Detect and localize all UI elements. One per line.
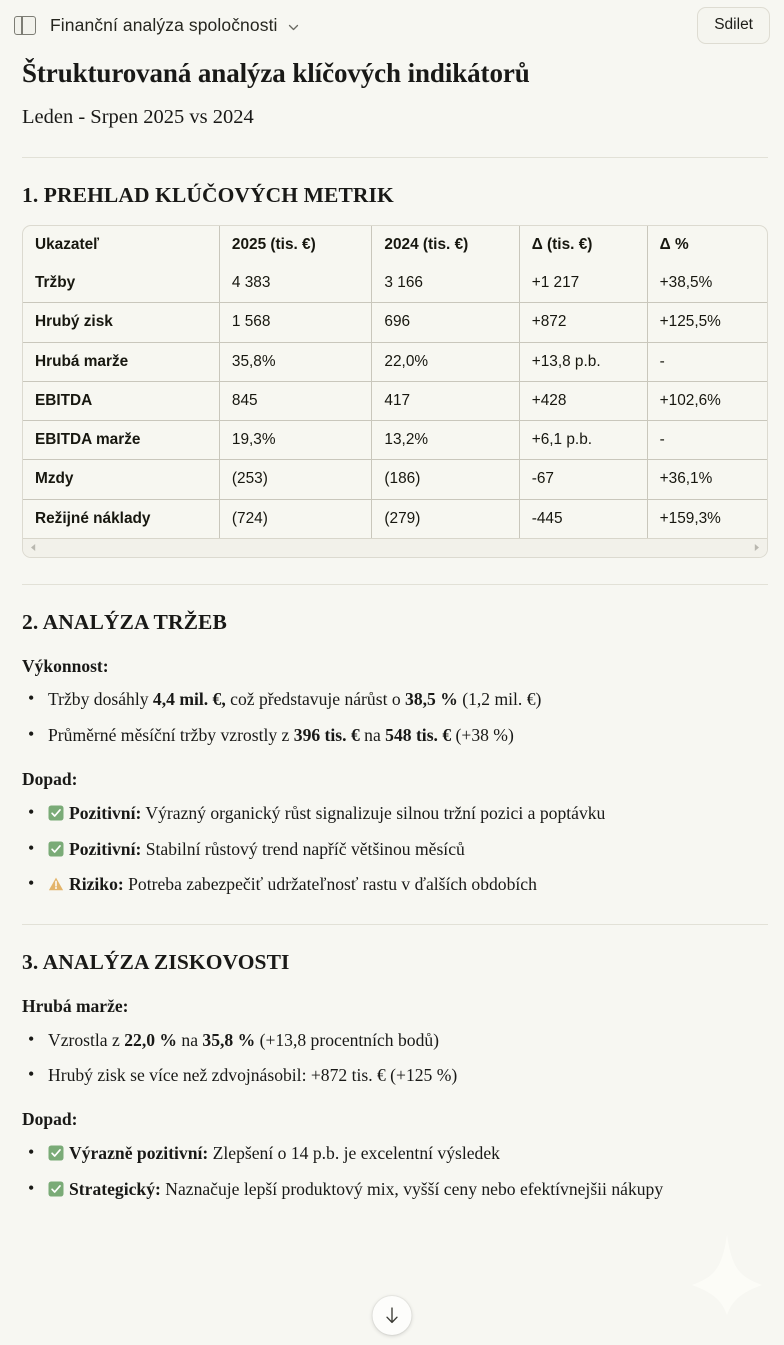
table-row-label: Mzdy [23,460,219,499]
check-badge-icon [48,805,64,821]
arrow-down-icon [384,1306,401,1325]
table-cell: 3 166 [372,264,519,303]
table-cell: +36,1% [647,460,767,499]
divider-2 [22,584,768,585]
share-button[interactable]: Sdilet [697,7,770,44]
table-cell: -67 [519,460,647,499]
check-badge-icon [48,1145,64,1161]
table-cell: 696 [372,303,519,342]
table-body [23,264,767,538]
caret-left-icon[interactable] [29,543,38,552]
table-header-row [23,226,767,264]
metrics-table [23,226,767,538]
table-cell: - [647,421,767,460]
table-cell: +1 217 [519,264,647,303]
table-column-header: Δ % [659,235,689,253]
table-row-label: Hrubá marže [23,342,219,381]
list-item: • Tržby dosáhly 4,4 mil. €, což představuje nárůst o 38,5 % (1,2 mil. €) [22,686,768,713]
metrics-table-container [22,225,768,558]
page-title: Štrukturovaná analýza klíčových indikátorů [22,58,530,88]
table-row [23,303,767,342]
section-2-impact-label: Dopad: [22,768,78,789]
table-cell: 417 [372,381,519,420]
table-cell: +102,6% [647,381,767,420]
section-3-margin-list [22,1027,768,1089]
page-subtitle: Leden - Srpen 2025 vs 2024 [22,106,254,129]
top-bar [0,0,784,51]
table-row-label: EBITDA marže [23,421,219,460]
chevron-down-icon[interactable] [287,21,300,34]
table-horizontal-scrollbar[interactable] [23,538,767,557]
table-cell: +125,5% [647,303,767,342]
table-cell: +159,3% [659,509,721,527]
table-cell: 13,2% [372,421,519,460]
table-cell: +428 [519,381,647,420]
section-2-performance-label: Výkonnost: [22,655,109,676]
divider-1 [22,157,768,158]
divider-3 [22,924,768,925]
list-item: • Strategický: Naznačuje lepší produktový mix, vyšší ceny nebo efektívnejšii nákupy [22,1176,768,1203]
table-cell: 22,0% [372,342,519,381]
caret-right-icon[interactable] [752,543,761,552]
sparkle-decoration [688,1213,766,1317]
table-column-header: Δ (tis. €) [519,226,647,264]
table-cell: 19,3% [219,421,372,460]
table-cell: 845 [219,381,372,420]
table-row-label: Hrubý zisk [23,303,219,342]
section-2-impact-list [22,800,768,898]
scroll-down-button[interactable] [373,1296,412,1335]
section-2-performance-list [22,686,768,748]
section-3-heading: 3. ANALÝZA ZISKOVOSTI [22,950,290,975]
document-body [0,57,784,1203]
table-cell: 1 568 [219,303,372,342]
table-row [23,342,767,381]
section-3-margin-label: Hrubá marže: [22,995,129,1016]
table-cell: (279) [372,499,519,538]
table-column-header: Ukazateľ [23,226,219,264]
check-badge-icon [48,1181,64,1197]
table-cell: (724) [219,499,372,538]
table-column-header: 2025 (tis. €) [219,226,372,264]
list-item: • Pozitivní: Stabilní růstový trend napříč většinou měsíců [22,836,768,863]
section-3-impact-list [22,1140,768,1202]
table-row [23,499,767,538]
table-cell: +38,5% [647,264,767,303]
table-cell: - [647,342,767,381]
table-row [23,381,767,420]
table-row [23,460,767,499]
table-cell: 35,8% [219,342,372,381]
table-cell: -445 [519,499,647,538]
table-row-label: EBITDA [23,381,219,420]
check-badge-icon [48,841,64,857]
table-cell: (186) [372,460,519,499]
table-row [23,421,767,460]
table-row-label: Tržby [23,264,219,303]
table-row-label: Režijné náklady [23,499,219,538]
table-cell: 4 383 [219,264,372,303]
table-column-header: 2024 (tis. €) [372,226,519,264]
warning-triangle-icon [48,876,64,892]
table-cell: (253) [219,460,372,499]
list-item: • Hrubý zisk se více než zdvojnásobil: +872 tis. € (+125 %) [22,1062,768,1089]
table-row [23,264,767,303]
document-title-chip[interactable]: Finanční analýza spoločnosti [50,15,278,35]
list-item: • Pozitivní: Výrazný organický růst signalizuje silnou tržní pozici a poptávku [22,800,768,827]
section-2-heading: 2. ANALÝZA TRŽEB [22,609,227,634]
section-3-impact-label: Dopad: [22,1109,78,1130]
section-1-heading: 1. PREHLAD KLÚČOVÝCH METRIK [22,183,394,208]
list-item: • Vzrostla z 22,0 % na 35,8 % (+13,8 procentních bodů) [22,1027,768,1054]
table-cell: +13,8 p.b. [519,342,647,381]
list-item: • Výrazně pozitivní: Zlepšení o 14 p.b. je excelentní výsledek [22,1140,768,1167]
list-item: • Průměrné měsíční tržby vzrostly z 396 tis. € na 548 tis. € (+38 %) [22,722,768,749]
list-item: • Riziko: Potreba zabezpečiť udržateľnosť rastu v ďalších obdobích [22,871,768,898]
sidebar-panel-icon[interactable] [14,16,36,35]
table-cell: +6,1 p.b. [519,421,647,460]
table-cell: +872 [519,303,647,342]
